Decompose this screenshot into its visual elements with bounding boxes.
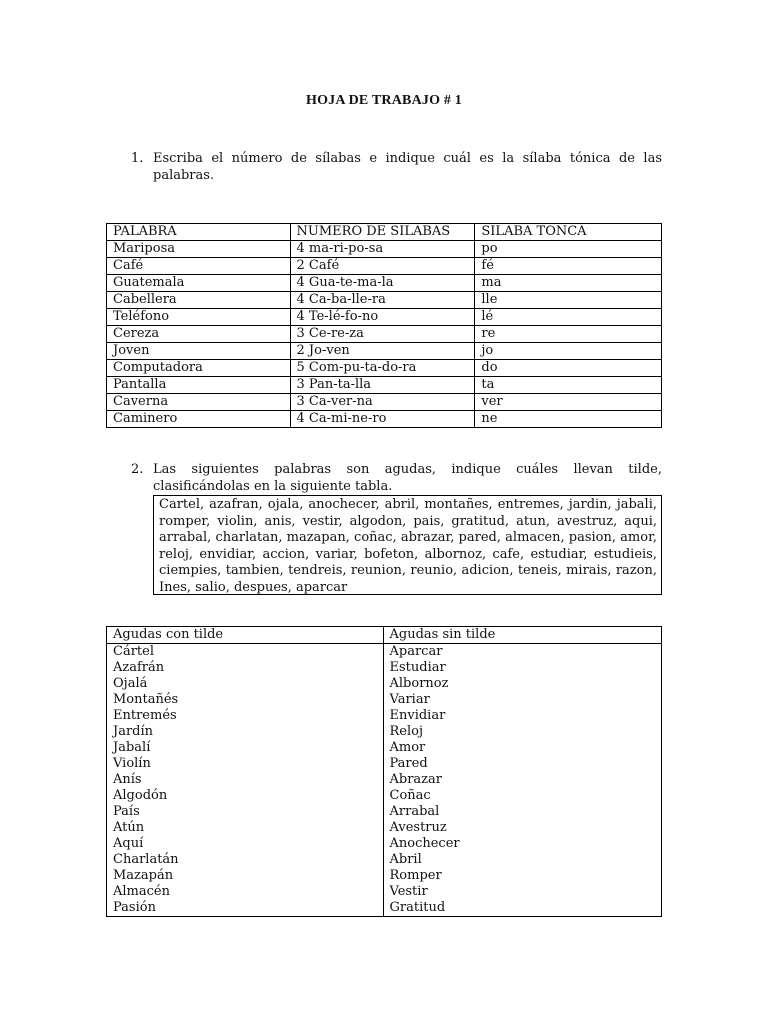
syllable-table-header-row <box>107 224 662 241</box>
agudas-table-cell: Arrabal <box>383 804 662 820</box>
syllable-table-cell: 4 Gua-te-ma-la <box>290 275 475 292</box>
agudas-table-cell: Variar <box>383 692 662 708</box>
syllable-table-cell: re <box>475 326 662 343</box>
agudas-table-row <box>107 644 662 661</box>
agudas-table-header-cell: Agudas sin tilde <box>383 627 662 644</box>
agudas-table-cell: Entremés <box>107 708 384 724</box>
agudas-table-row <box>107 868 662 884</box>
syllable-table-row <box>107 241 662 258</box>
syllable-table-cell: ma <box>475 275 662 292</box>
agudas-table-row <box>107 820 662 836</box>
syllable-table-cell: Cereza <box>107 326 291 343</box>
syllable-table-cell: ver <box>475 394 662 411</box>
agudas-table-cell: Ojalá <box>107 676 384 692</box>
page-title: HOJA DE TRABAJO # 1 <box>305 93 462 108</box>
syllable-table-cell: Mariposa <box>107 241 291 258</box>
syllable-table-cell: 4 Ca-ba-lle-ra <box>290 292 475 309</box>
syllable-table-row <box>107 394 662 411</box>
question-1 <box>131 150 662 190</box>
syllable-table-row <box>107 343 662 360</box>
syllable-table-row <box>107 275 662 292</box>
syllable-table-cell: jo <box>475 343 662 360</box>
agudas-table-cell: Anochecer <box>383 836 662 852</box>
syllable-table-cell: 5 Com-pu-ta-do-ra <box>290 360 475 377</box>
syllable-table-row <box>107 411 662 428</box>
agudas-table-header-row <box>107 627 662 644</box>
agudas-table-row <box>107 772 662 788</box>
syllable-table-cell: Computadora <box>107 360 291 377</box>
agudas-table-row <box>107 836 662 852</box>
syllable-table-row <box>107 292 662 309</box>
syllable-table-cell: 3 Ce-re-za <box>290 326 475 343</box>
agudas-table-cell: Reloj <box>383 724 662 740</box>
agudas-table-row <box>107 708 662 724</box>
agudas-table-row <box>107 900 662 917</box>
syllable-table-row <box>107 309 662 326</box>
agudas-table-cell: Gratitud <box>383 900 662 917</box>
question-1-text: Escriba el número de sílabas e indique cuál es la sílaba tónica de las palabras. <box>153 151 662 183</box>
agudas-table-cell: Azafrán <box>107 660 384 676</box>
syllable-table-cell: Cabellera <box>107 292 291 309</box>
syllable-table-cell: lé <box>475 309 662 326</box>
agudas-table-cell: Cártel <box>107 644 384 661</box>
syllable-table-row <box>107 377 662 394</box>
agudas-table-cell: Almacén <box>107 884 384 900</box>
syllable-table-cell: Teléfono <box>107 309 291 326</box>
agudas-table-cell: Algodón <box>107 788 384 804</box>
syllable-table-cell: 4 Ca-mi-ne-ro <box>290 411 475 428</box>
syllable-table-header-cell: NUMERO DE SILABAS <box>290 224 475 241</box>
agudas-table-cell: Montañés <box>107 692 384 708</box>
syllable-table-row <box>107 326 662 343</box>
agudas-table-row <box>107 692 662 708</box>
syllable-table-row <box>107 258 662 275</box>
question-1-number: 1. <box>131 151 144 166</box>
agudas-table-cell: Mazapán <box>107 868 384 884</box>
syllable-table-cell: 3 Ca-ver-na <box>290 394 475 411</box>
syllable-table-header-cell: PALABRA <box>107 224 291 241</box>
syllable-table-cell: 3 Pan-ta-lla <box>290 377 475 394</box>
syllable-table-cell: Café <box>107 258 291 275</box>
agudas-table-cell: Aquí <box>107 836 384 852</box>
agudas-table-row <box>107 756 662 772</box>
agudas-table-cell: Pasión <box>107 900 384 917</box>
agudas-table-cell: Vestir <box>383 884 662 900</box>
agudas-table-cell: Jardín <box>107 724 384 740</box>
agudas-table-row <box>107 884 662 900</box>
agudas-table-cell: Albornoz <box>383 676 662 692</box>
syllable-table-cell: 2 Café <box>290 258 475 275</box>
agudas-table-cell: Aparcar <box>383 644 662 661</box>
agudas-table-cell: Anís <box>107 772 384 788</box>
agudas-table <box>106 626 662 917</box>
syllable-table-cell: fé <box>475 258 662 275</box>
agudas-table-cell: Estudiar <box>383 660 662 676</box>
agudas-table-cell: Jabalí <box>107 740 384 756</box>
syllable-table-cell: Guatemala <box>107 275 291 292</box>
agudas-table-cell: País <box>107 804 384 820</box>
agudas-table-row <box>107 660 662 676</box>
question-2-text: Las siguientes palabras son agudas, indique cuáles llevan tilde, clasificándolas en la siguiente tabla. <box>153 462 662 494</box>
agudas-table-cell: Abrazar <box>383 772 662 788</box>
agudas-table-row <box>107 804 662 820</box>
agudas-table-row <box>107 676 662 692</box>
syllable-table-cell: ne <box>475 411 662 428</box>
syllable-table-cell: Pantalla <box>107 377 291 394</box>
agudas-table-cell: Violín <box>107 756 384 772</box>
agudas-table-cell: Pared <box>383 756 662 772</box>
agudas-table-row <box>107 740 662 756</box>
agudas-table-header-cell: Agudas con tilde <box>107 627 384 644</box>
agudas-table-cell: Coñac <box>383 788 662 804</box>
syllable-table-header-cell: SILABA TONCA <box>475 224 662 241</box>
syllable-table-cell: 2 Jo-ven <box>290 343 475 360</box>
agudas-table-cell: Romper <box>383 868 662 884</box>
syllable-table-row <box>107 360 662 377</box>
syllable-table-cell: Caminero <box>107 411 291 428</box>
agudas-table-row <box>107 724 662 740</box>
agudas-table-cell: Atún <box>107 820 384 836</box>
syllable-table-cell: po <box>475 241 662 258</box>
syllable-table-cell: Caverna <box>107 394 291 411</box>
syllable-table-cell: Joven <box>107 343 291 360</box>
syllable-table-cell: ta <box>475 377 662 394</box>
syllable-table-cell: 4 Te-lé-fo-no <box>290 309 475 326</box>
agudas-table-cell: Abril <box>383 852 662 868</box>
syllable-table-cell: 4 ma-ri-po-sa <box>290 241 475 258</box>
agudas-table-row <box>107 852 662 868</box>
agudas-table-cell: Envidiar <box>383 708 662 724</box>
agudas-table-cell: Amor <box>383 740 662 756</box>
agudas-table-cell: Charlatán <box>107 852 384 868</box>
agudas-table-cell: Avestruz <box>383 820 662 836</box>
syllable-table <box>106 223 662 428</box>
word-list-box: Cartel, azafran, ojala, anochecer, abril, montañes, entremes, jardin, jabali, romper, violin, anis, vestir, algodon, pais, gratitud, atun, avestruz, aqui, arrabal, charlatan, mazapan, coñac, abrazar, pared, almacen, pasion, amor, reloj, envidiar, accion, variar, bofeton, albornoz, cafe, estudiar, estudieis, ciempies, tambien, tendreis, reunion, reunio, adicion, teneis, mirais, razon, Ines, salio, despues, aparcar <box>153 495 662 595</box>
agudas-table-row <box>107 788 662 804</box>
syllable-table-cell: lle <box>475 292 662 309</box>
question-2-number: 2. <box>131 462 144 477</box>
syllable-table-cell: do <box>475 360 662 377</box>
